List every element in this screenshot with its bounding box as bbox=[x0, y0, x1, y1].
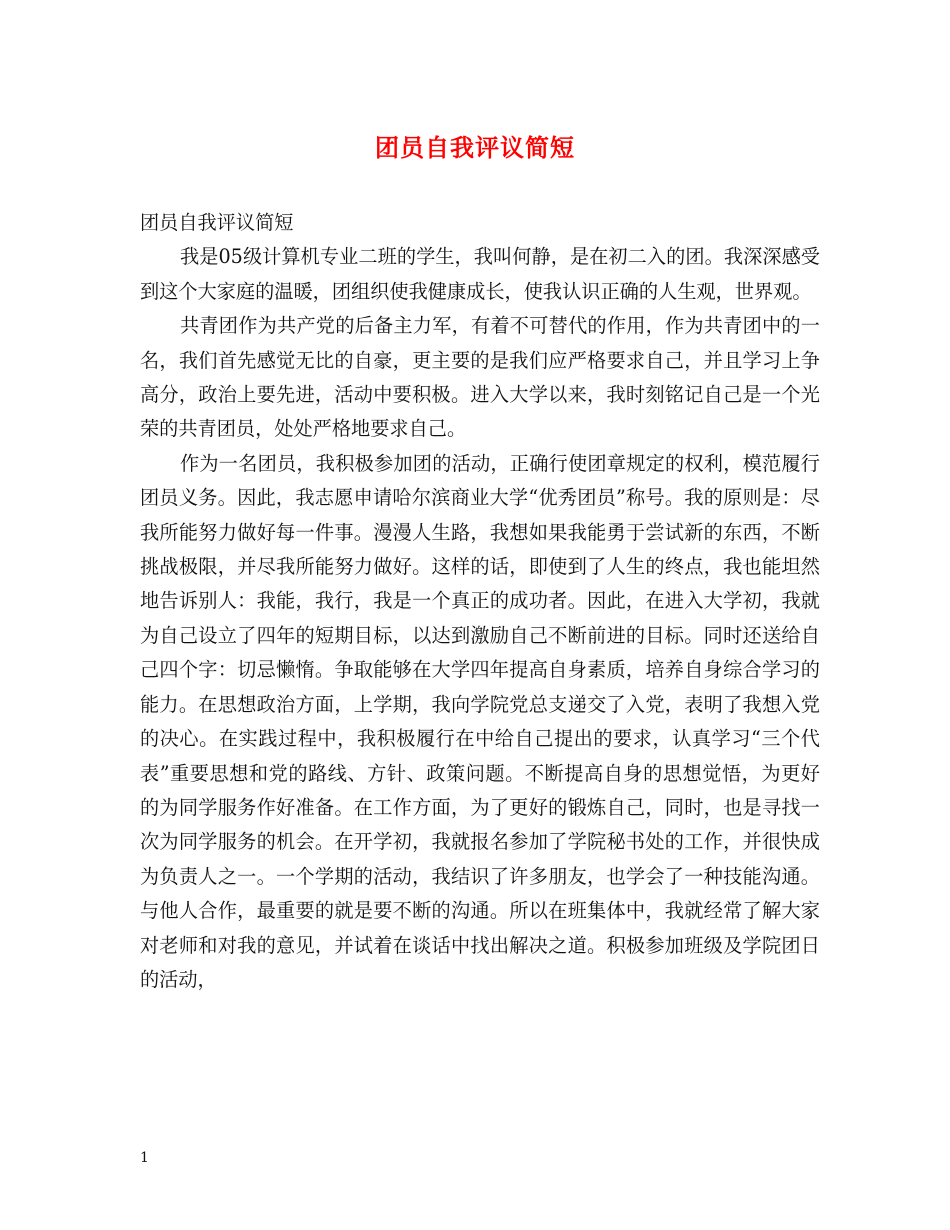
document-title: 团员自我评议简短 bbox=[375, 133, 575, 162]
paragraph-1: 我是05级计算机专业二班的学生，我叫何静，是在初二入的团。我深深感受到这个大家庭的温暖，团组织使我健康成长，使我认识正确的人生观，世界观。 bbox=[140, 245, 820, 303]
page-number: 1 bbox=[140, 1150, 149, 1166]
document-subtitle: 团员自我评议简短 bbox=[140, 211, 294, 234]
paragraph-3: 作为一名团员，我积极参加团的活动，正确行使团章规定的权利，模范履行团员义务。因此，我志愿申请哈尔滨商业大学“优秀团员”称号。我的原则是：尽我所能努力做好每一件事。漫漫人生路，我想如果我能勇于尝试新的东西，不断挑战极限，并尽我所能努力做好。这样的话，即使到了人生的终点，我也能坦然地告诉别人：我能，我行，我是一个真正的成功者。因此，在进入大学初，我就为自己设立了四年的短期目标，以达到激励自己不断前进的目标。同时还送给自己四个字：切忌懒惰。争取能够在大学四年提高自身素质，培养自身综合学习的能力。在思想政治方面，上学期，我向学院党总支递交了入党，表明了我想入党的决心。在实践过程中，我积极履行在中给自己提出的要求，认真学习“三个代表”重要思想和党的路线、方针、政策问题。不断提高自身的思想觉悟，为更好的为同学服务作好准备。在工作方面，为了更好的锻炼自己，同时，也是寻找一次为同学服务的机会。在开学初，我就报名参加了学院秘书处的工作，并很快成为负责人之一。一个学期的活动，我结识了许多朋友，也学会了一种技能沟通。与他人合作，最重要的就是要不断的沟通。所以在班集体中，我就经常了解大家对老师和对我的意见，并试着在谈话中找出解决之道。积极参加班级及学院团日的活动， bbox=[140, 451, 820, 991]
document-body bbox=[140, 206, 820, 997]
paragraph-2: 共青团作为共产党的后备主力军，有着不可替代的作用，作为共青团中的一名，我们首先感觉无比的自豪，更主要的是我们应严格要求自己，并且学习上争高分，政治上要先进，活动中要积极。进入大学以来，我时刻铭记自己是一个光荣的共青团员，处处严格地要求自己。 bbox=[140, 314, 820, 441]
